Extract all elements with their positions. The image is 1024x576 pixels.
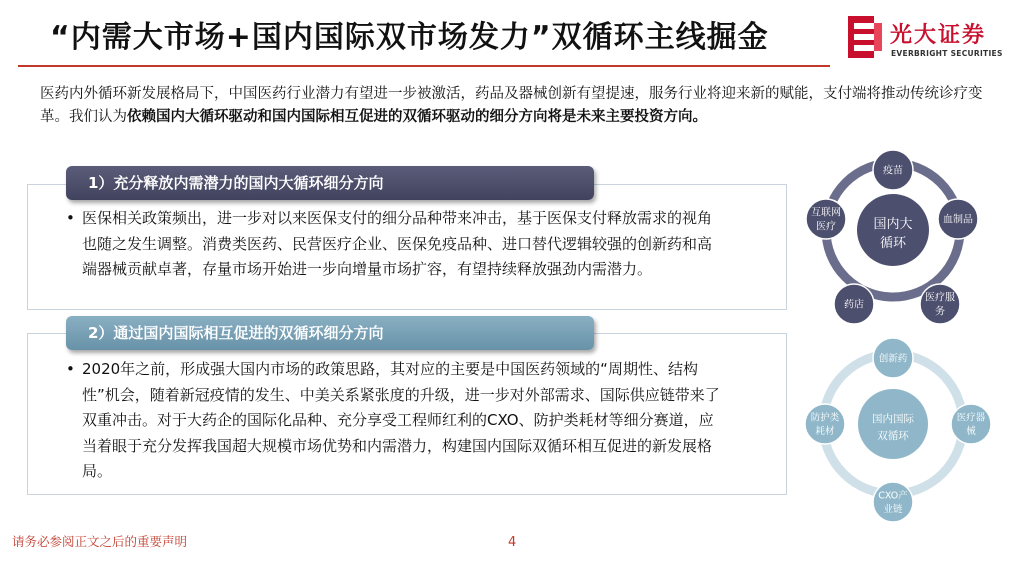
- brand-logo: [846, 14, 1016, 64]
- cycle-node-label: CXO产: [878, 490, 908, 502]
- logo-name-cn: 光大证券: [890, 23, 987, 48]
- title-divider: [18, 65, 830, 67]
- section-1-bullet: [66, 206, 722, 283]
- cycle-node-label: 医疗服: [925, 292, 955, 304]
- disclaimer-note: 请务必参阅正文之后的重要声明: [12, 534, 188, 549]
- cycle-node-label: 医疗: [816, 221, 836, 233]
- section-2-bullet: [66, 357, 722, 485]
- domestic-center-line-2: 循环: [879, 236, 907, 251]
- logo-name-en: EVERBRIGHT SECURITIES: [891, 49, 1003, 58]
- section-2-body: 2020年之前，形成强大国内市场的政策思路，其对应的主要是中国医药领域的“周期性、结构性”机会，随着新冠疫情的发生、中美关系紧张度的升级，进一步对外部需求、国际供应链带来了双重冲击。对于大药企的国际化品种、充分享受工程师红利的CXO、防护类耗材等细分赛道，应当着眼于充分发挥我国超大规模市场优势和内需潜力，构建国内国际双循环相互促进的新发展格局。: [82, 360, 720, 480]
- intro-text: 医药内外循环新发展格局下，中国医药行业潜力有望进一步被激活，药品及器械创新有望提速，服务行业将迎来新的赋能，支付端将推动传统诊疗变革。我们认为: [40, 86, 983, 125]
- bullet-icon: •: [66, 360, 75, 378]
- cycle-node-label: 械: [966, 426, 976, 438]
- cycle-node-label: 互联网: [811, 207, 841, 219]
- cycle-node-label: 创新药: [878, 353, 908, 365]
- dual-center-line-2: 双循环: [877, 430, 909, 442]
- logo-mark-icon: [846, 14, 884, 60]
- cycle-node-label: 防护类: [810, 412, 840, 424]
- section-1-heading: 1）充分释放内需潜力的国内大循环细分方向: [66, 166, 594, 200]
- dual-center-line-1: 国内国际: [872, 413, 914, 425]
- section-2-heading: 2）通过国内国际相互促进的双循环细分方向: [66, 316, 594, 350]
- intro-highlight: 依赖国内大循环驱动和国内国际相互促进的双循环驱动的细分方向将是未来主要投资方向。: [127, 109, 707, 125]
- page-number: 4: [508, 535, 517, 550]
- cycle-node-label: 医疗器: [956, 412, 986, 424]
- cycle-node-label: 血制品: [943, 214, 973, 226]
- domestic-center-line-1: 国内大: [873, 217, 913, 232]
- bullet-icon: •: [66, 209, 75, 227]
- cycle-node-label: 耗材: [815, 426, 835, 438]
- cycle-node-label: 务: [935, 306, 945, 318]
- page-title: “内需大市场+国内国际双市场发力”双循环主线掘金: [50, 20, 769, 55]
- cycle-node: [805, 404, 845, 444]
- dual-cycle-diagram: [798, 338, 998, 528]
- intro-paragraph: [40, 83, 990, 129]
- domestic-cycle-diagram: [798, 144, 988, 334]
- section-1-body: 医保相关政策频出，进一步对以来医保支付的细分品种带来冲击，基于医保支付释放需求的视角也随之发生调整。消费类医药、民营医疗企业、医保免疫品种、进口替代逻辑较强的创新药和高端器械贡献卓著，存量市场开始进一步向增量市场扩容，有望持续释放强劲内需潜力。: [82, 209, 713, 278]
- cycle-node: [920, 284, 960, 324]
- cycle-node-label: 药店: [844, 299, 864, 311]
- cycle-node-label: 业链: [883, 504, 903, 516]
- cycle-node: [951, 404, 991, 444]
- cycle-node: [806, 199, 846, 239]
- cycle-node: [873, 482, 913, 522]
- cycle-node-label: 疫苗: [883, 165, 903, 177]
